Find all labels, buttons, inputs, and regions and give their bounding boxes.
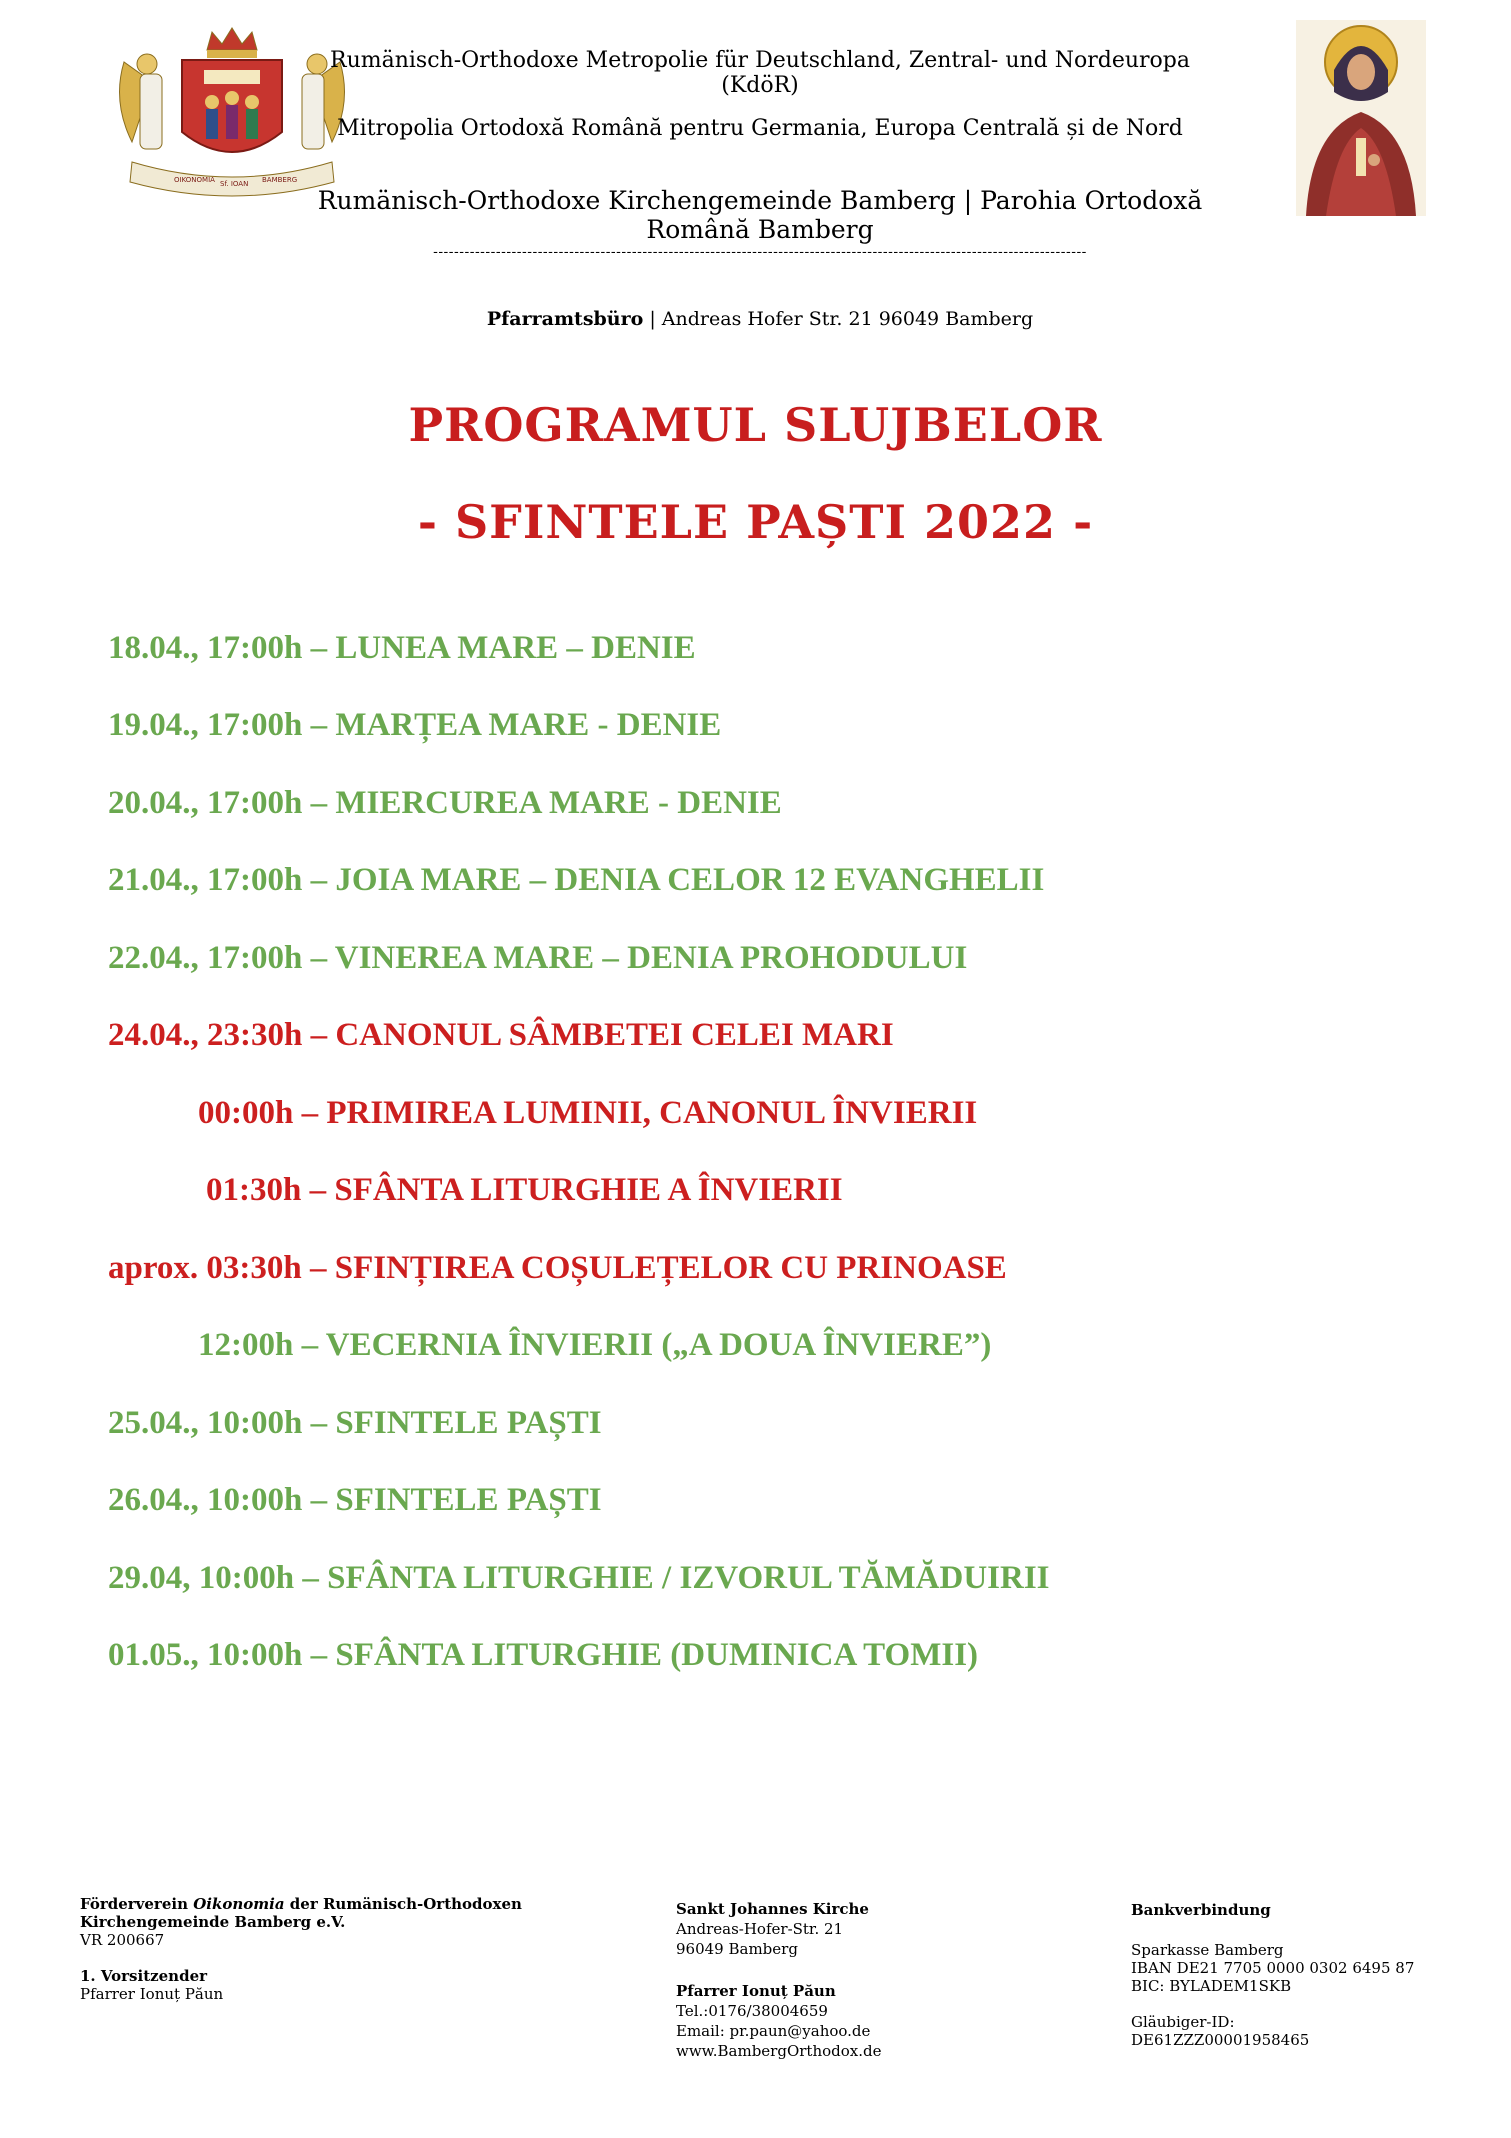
footer-bank-name: Sparkasse Bamberg (1131, 1941, 1284, 1959)
title-easter: - SFINTELE PAȘTI 2022 - (417, 495, 1094, 549)
schedule-item: 21.04., 17:00h – JOIA MARE – DENIA CELOR 12 EVANGHELII (108, 862, 1045, 898)
schedule-item: 19.04., 17:00h – MARȚEA MARE - DENIE (108, 707, 722, 743)
schedule-item: 01:30h – SFÂNTA LITURGHIE A ÎNVIERII (206, 1172, 843, 1208)
crest-ribbon-center: Sf. IOAN (220, 180, 249, 188)
title-program: PROGRAMUL SLUJBELOR (408, 398, 1103, 452)
footer-bank (1131, 1901, 1471, 2049)
schedule-item: 12:00h – VECERNIA ÎNVIERII („A DOUA ÎNVIERE”) (198, 1327, 992, 1363)
footer-association-vr: VR 200667 (80, 1931, 165, 1949)
footer-website: www.BambergOrthodox.de (676, 2042, 882, 2060)
header-metropolis-de: Rumänisch-Orthodoxe Metropolie für Deutschland, Zentral- und Nordeuropa (KdöR) (330, 48, 1190, 98)
footer-phone: Tel.:0176/38004659 (676, 2002, 828, 2020)
schedule-item: 29.04, 10:00h – SFÂNTA LITURGHIE / IZVORUL TĂMĂDUIRII (108, 1560, 1050, 1596)
header-divider: ----------------------------------------------------------------------------------------------------------------------------- (433, 244, 1087, 260)
schedule-item: 22.04., 17:00h – VINEREA MARE – DENIA PROHODULUI (108, 940, 968, 976)
schedule-item: 24.04., 23:30h – CANONUL SÂMBETEI CELEI MARI (108, 1017, 894, 1053)
footer-creditor-label: Gläubiger-ID: (1131, 2013, 1235, 2031)
footer-bank-iban: IBAN DE21 7705 0000 0302 6495 87 (1131, 1959, 1415, 1977)
schedule-item: 26.04., 10:00h – SFINTELE PAȘTI (108, 1482, 602, 1518)
footer-church-city: 96049 Bamberg (676, 1940, 798, 1958)
footer-church (676, 1899, 1006, 2061)
footer-association-italic: Oikonomia (193, 1895, 285, 1913)
footer-association-suffix: der Rumänisch-Orthodoxen (284, 1895, 522, 1913)
footer-chair-name: Pfarrer Ionuț Păun (80, 1985, 224, 2003)
crest-ribbon-right: BAMBERG (262, 176, 298, 184)
schedule-item: 00:00h – PRIMIREA LUMINII, CANONUL ÎNVIERII (198, 1095, 978, 1131)
schedule-item: 18.04., 17:00h – LUNEA MARE – DENIE (108, 630, 696, 666)
schedule-item: aprox. 03:30h – SFINȚIREA COȘULEȚELOR CU PRINOASE (108, 1250, 1007, 1286)
office-label: Pfarramtsbüro (486, 308, 644, 330)
footer-priest: Pfarrer Ionuț Păun (676, 1982, 836, 2000)
schedule-item: 20.04., 17:00h – MIERCUREA MARE - DENIE (108, 785, 782, 821)
footer-bank-heading: Bankverbindung (1131, 1901, 1271, 1919)
footer-association (80, 1895, 600, 2003)
footer-association-line2: Kirchengemeinde Bamberg e.V. (80, 1913, 346, 1931)
header-office-address (310, 308, 1210, 330)
footer-association-prefix: Förderverein (80, 1895, 194, 1913)
footer-creditor-id: DE61ZZZ00001958465 (1131, 2031, 1310, 2049)
schedule-item: 01.05., 10:00h – SFÂNTA LITURGHIE (DUMINICA TOMII) (108, 1637, 979, 1673)
crest-ribbon-left: OIKONOMIA (174, 176, 215, 184)
saint-icon-image (1296, 20, 1426, 216)
footer-church-street: Andreas-Hofer-Str. 21 (676, 1920, 844, 1938)
schedule-item: 25.04., 10:00h – SFINTELE PAȘTI (108, 1405, 602, 1441)
footer-church-name: Sankt Johannes Kirche (676, 1900, 869, 1918)
footer-bank-bic: BIC: BYLADEM1SKB (1131, 1977, 1292, 1995)
header-metropolis-ro: Mitropolia Ortodoxă Română pentru Germania, Europa Centrală și de Nord (337, 116, 1183, 141)
footer-association-name (80, 1895, 600, 1913)
footer-chair-label: 1. Vorsitzender (80, 1967, 208, 1985)
footer-email: Email: pr.paun@yahoo.de (676, 2022, 871, 2040)
office-address: | Andreas Hofer Str. 21 96049 Bamberg (643, 308, 1034, 330)
header-parish: Rumänisch-Orthodoxe Kirchengemeinde Bamberg | Parohia Ortodoxă Română Bamberg (317, 186, 1203, 244)
